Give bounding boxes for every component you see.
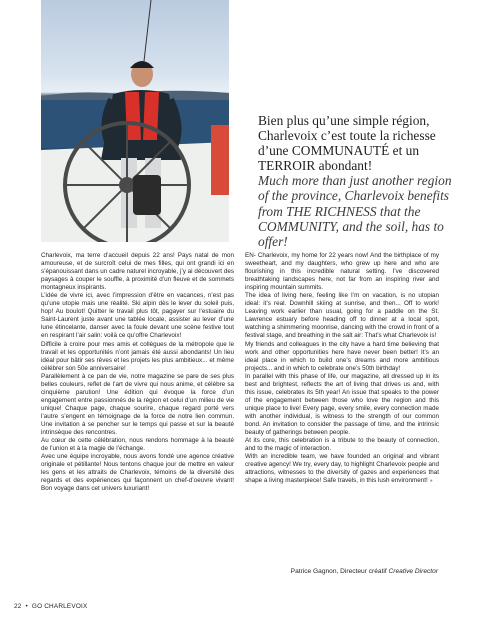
paragraph: Au cœur de cette célébration, nous rendons hommage à la beauté de l’union et à la magie de l’échange. (41, 437, 234, 453)
credit-title-en: Creative Director (388, 568, 438, 575)
magazine-name: GO CHARLEVOIX (31, 603, 88, 610)
paragraph: Charlevoix, ma terre d’accueil depuis 22 ans! Pays natal de mon amoureuse, et de surcroît celui de mes filles, qui ont grandi ici en s’épanouissant dans un cadre naturel incroyable, j’y ai découvert des paysages à couper le souffle, à proximité d’un fleuve et de sommets montagneux inspirants. (41, 252, 234, 292)
paragraph: In parallel with this phase of life, our magazine, all dressed up in its best and brightest, reflects the art of living that drives us and, with this issue, celebrates its 5th year! An issue that speaks to the power of the engagement between those who love the region and this unique place to live! Every page, every smile, every connection made with another individual, is witness to the strength of our common bond. An invitation to consider the passage of time, and the intrinsic beauty of gatherings between people. (245, 372, 439, 437)
body-column-en (245, 252, 439, 485)
credit-title: Directeur créatif (340, 568, 389, 575)
paragraph: Avec une équipe incroyable, nous avons fondé une agence créative originale et pétillante! Nous tentons chaque jour de mettre en valeur les gens et les attraits de Charlevoix, témoins de la diversité des regards et des expériences qui façonnent un chef-d’oeuvre vivant! Bon voyage dans cet univers luxuriant! (41, 453, 234, 493)
paragraph: At its core, this celebration is a tribute to the beauty of connection, and to the magic of interaction. (245, 437, 439, 453)
end-mark-icon: ● (429, 478, 433, 485)
paragraph (245, 453, 439, 485)
paragraph-text: With an incredible team, we have founded an original and vibrant creative agency! We try, every day, to highlight Charlevoix people and attractions, witnesses to the diversity of gazes and experiences that shape a living masterpiece! Safe travels, in this lush environment! (245, 453, 439, 485)
hero-photo (41, 0, 229, 242)
page-number: 22 (14, 603, 22, 610)
paragraph: My friends and colleagues in the city have a hard time believing that work and other opportunities here have never been better! It’s an ideal place in which to build one’s dreams and more ambitious projects... and in which to celebrate one’s 50th birthday! (245, 340, 439, 372)
footer-separator: • (25, 603, 28, 610)
pull-quote-en: Much more than just another region of the province, Charlevoix benefits from THE RICHNESS that the COMMUNITY, and the soil, has to offer! (258, 173, 452, 249)
paragraph: EN- Charlevoix, my home for 22 years now! And the birthplace of my sweetheart, and my daughters, who grew up here and who are flourishing in this incredible natural setting. I’ve discovered breathtaking landscapes here, not far from an inspiring river and inspiring mountain summits. (245, 252, 439, 292)
author-credit (258, 568, 438, 575)
pull-quote (258, 113, 458, 249)
paragraph: Parallèlement à ce pan de vie, notre magazine se pare de ses plus belles couleurs, reflet de l’art de vivre qui nous anime, et célèbre sa cinquième parution! Une édition qui évoque la force d’un engagement entre passionnés de la région et celui d’un milieu de vie unique! Chaque page, chaque sourire, chaque regard porté vers l’autre s’engent en témoignage de la force de notre lien commun. Une invitation à se pencher sur le temps qui passe et sur la beauté intrinsèque des rencontres. (41, 372, 234, 437)
page-footer (14, 603, 87, 610)
credit-name: Patrice Gagnon, (290, 568, 341, 575)
man-at-boat-wheel-photo (41, 0, 229, 242)
paragraph: The idea of living here, feeling like I’m on vacation, is no utopian ideal: it’s real. Downhill skiing at sunrise, and then... Off to work! Leaving work earlier than usual, going for a paddle on the St. Lawrence estuary before heading off to dinner at a local spot, watching a shimmering moonrise, dancing with the crowd in front of a festival stage, and breathing in the salt air: That’s what Charlevoix is! (245, 292, 439, 340)
paragraph: Difficile à croire pour mes amis et collègues de la métropole que le travail et les opportunités n’ont jamais été aussi abondants! Un lieu idéal pour bâtir ses rêves et les projets les plus ambitieux... et même célébrer son 50e anniversaire! (41, 340, 234, 372)
paragraph: L’idée de vivre ici, avec l’impression d’être en vacances, n’est pas qu’une utopie mais une réalité. Ski alpin dès le lever du soleil puis, hop! Au boulot! Quitter le travail plus tôt, pagayer sur l’estuaire du Saint-Laurent juste avant une tablée locale, assister au lever d’une lune étincelante, danser avec la foule devant une scène festive tout en respirant l’air salin: voilà ce qu’offre Charlevoix! (41, 292, 234, 340)
body-column-fr (41, 252, 234, 493)
pull-quote-fr: Bien plus qu’une simple région, Charlevoix c’est toute la richesse d’une COMMUNAUTÉ et un TERROIR abondant! (258, 113, 436, 174)
